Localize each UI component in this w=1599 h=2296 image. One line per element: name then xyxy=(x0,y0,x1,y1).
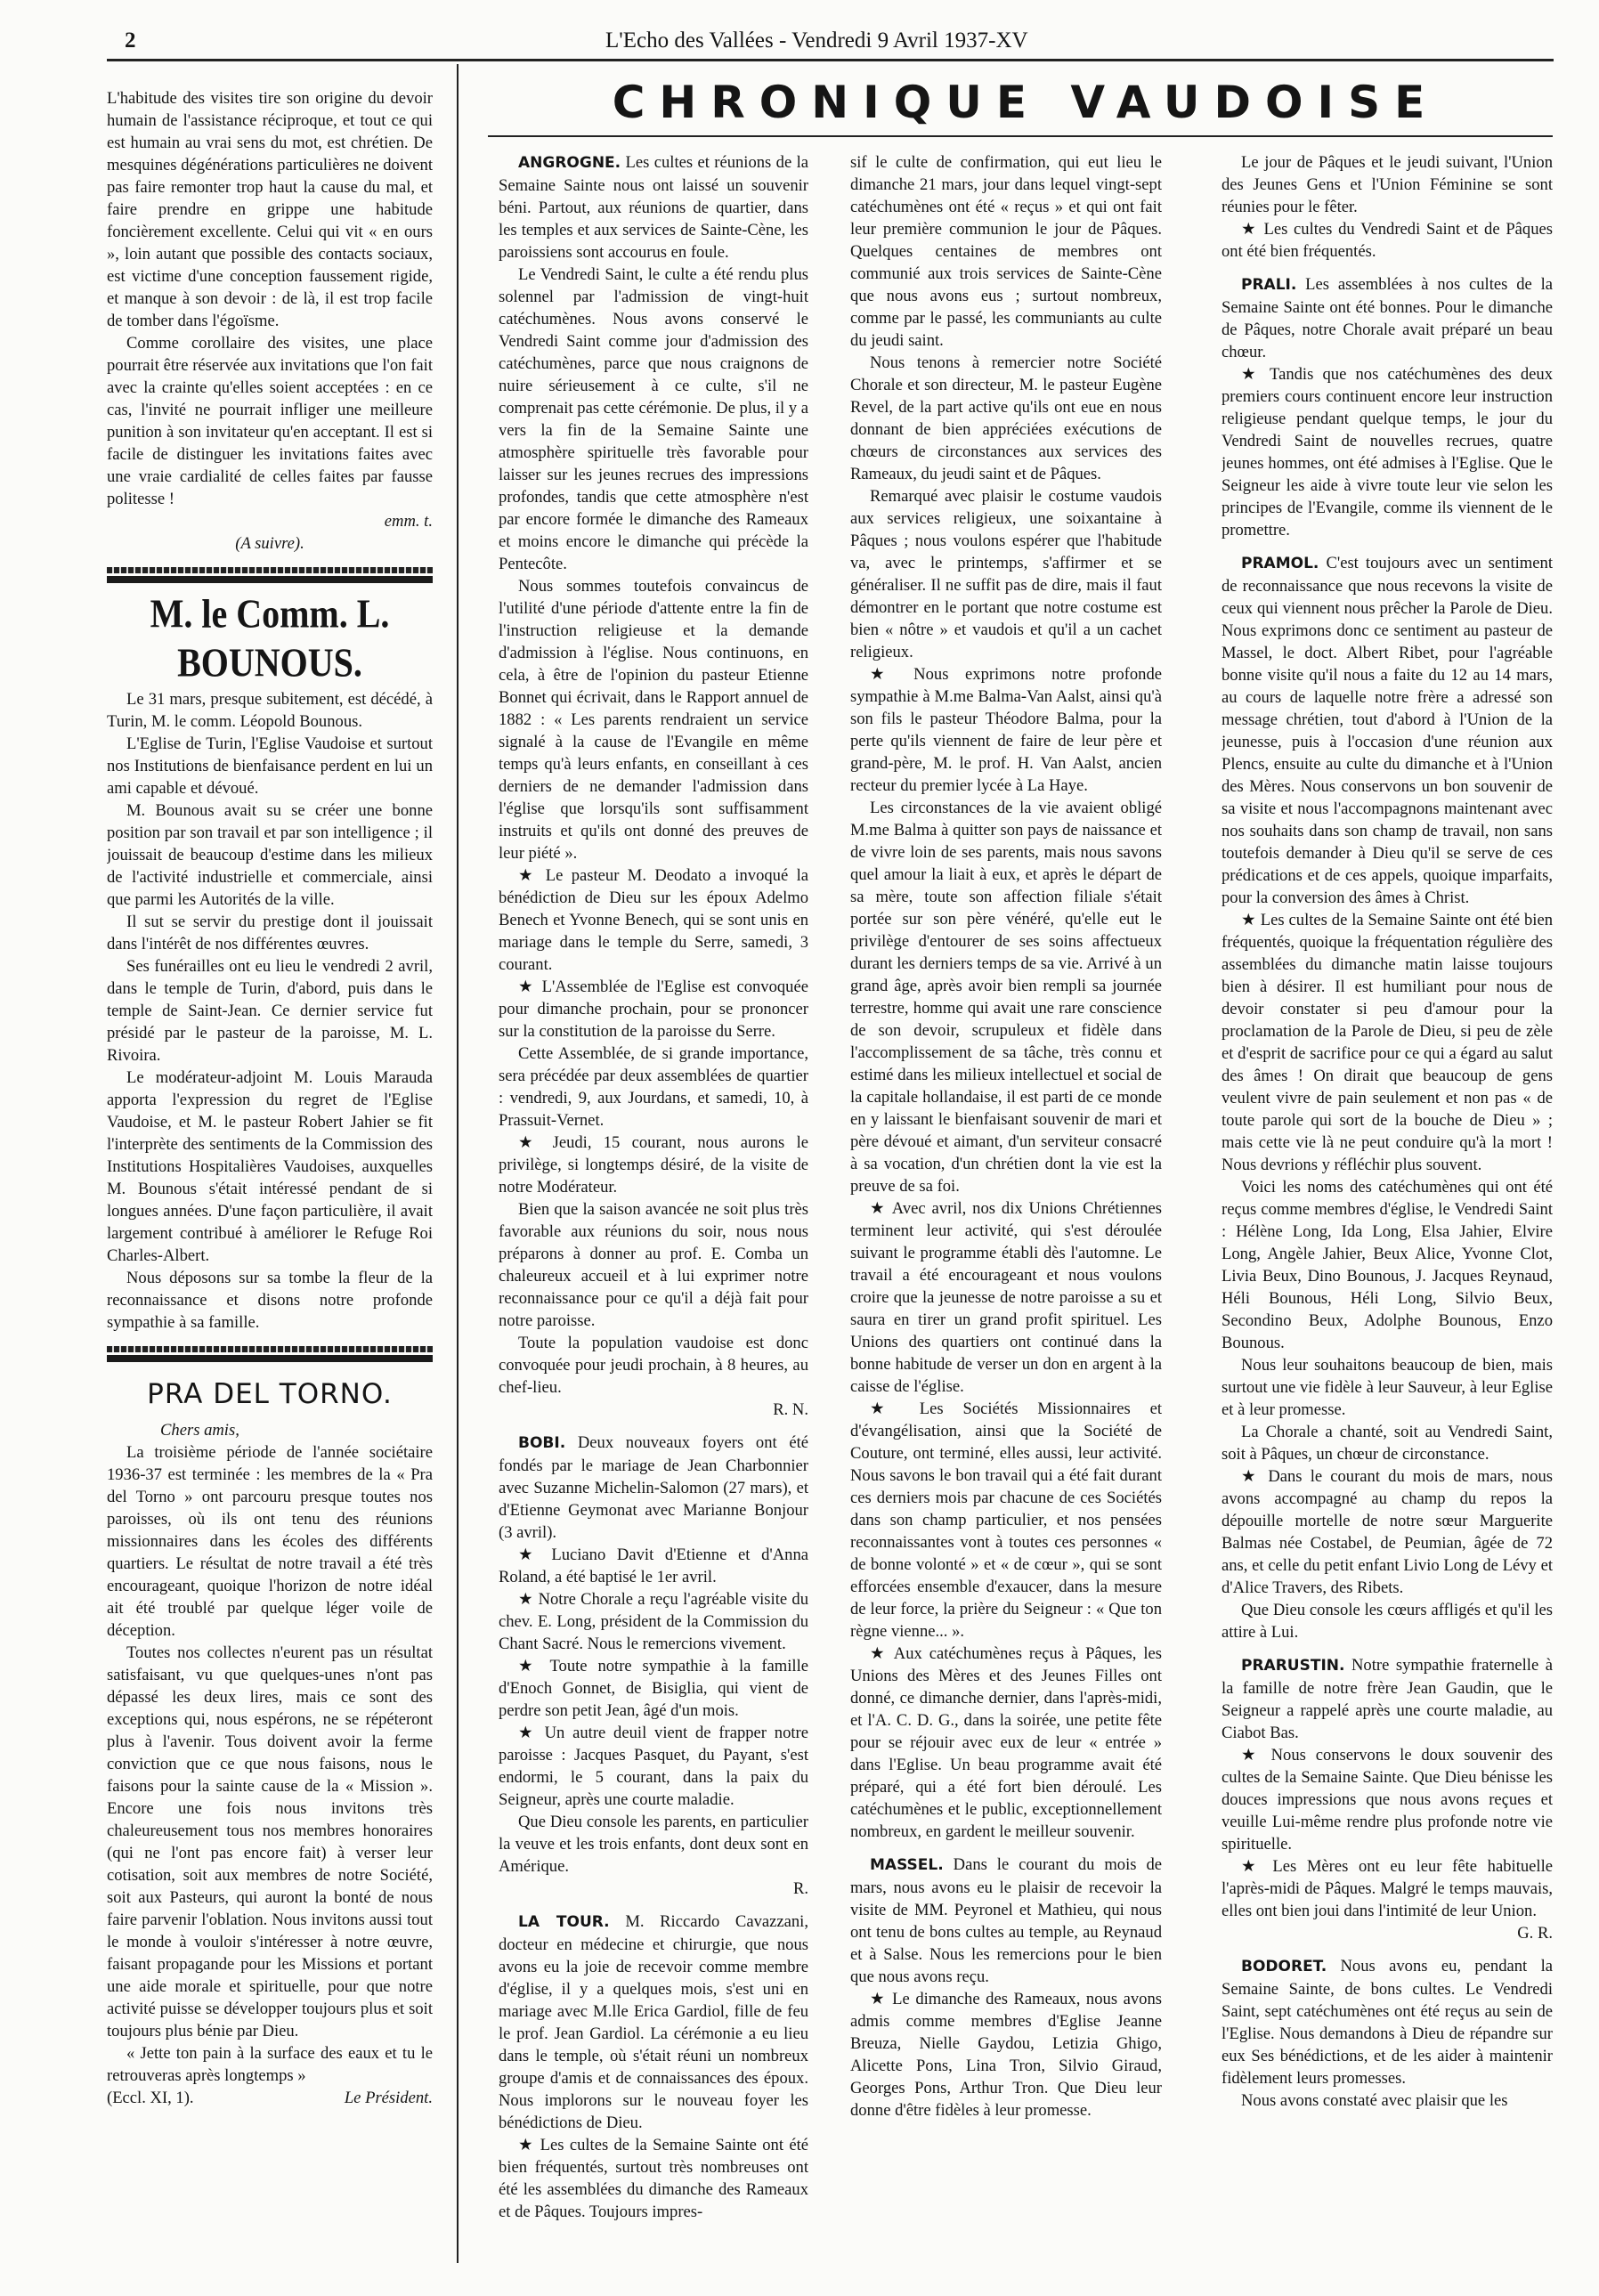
parish-name: PRARUSTIN. xyxy=(1241,1657,1345,1675)
paragraph-text: ★ Le dimanche des Rameaux, nous avons admis comme membres d'Eglise Jeanne Breuza, Nielle Gaydou, Letizia Ghigo, Alicette Pons, Lina Tron, Silvio Giraud, Georges Pons, Arthur Tron. Que Dieu leur donne d'être fidèles à leur promesse. xyxy=(850,1990,1162,2120)
paragraph xyxy=(499,1655,808,1722)
page-header xyxy=(125,28,1549,57)
paragraph xyxy=(499,1811,808,1878)
section-title: CHRONIQUE VAUDOISE xyxy=(612,77,1440,128)
visites-article xyxy=(107,87,433,555)
parish-name: LA TOUR. xyxy=(518,1913,610,1931)
parish-name: BODORET. xyxy=(1241,1958,1327,1976)
paragraph-text: Que Dieu console les cœurs affligés et qu'il les attire à Lui. xyxy=(1222,1601,1553,1642)
spacer xyxy=(1222,263,1553,273)
paragraph-text: ★ Avec avril, nos dix Unions Chrétiennes terminent leur activité, qui s'est déroulée suivant le programme établi dès l'automne. Le travail a été encourageant et nous voulons croire que la jeunesse de notre paroisse a su et saura en tirer un grand profit spirituel. Les Unions des quartiers ont continué dans la bonne habitude de verser un don en argent à la caisse de l'église. xyxy=(850,1199,1162,1396)
paragraph xyxy=(850,151,1162,352)
paragraph xyxy=(499,575,808,864)
page-number: 2 xyxy=(125,28,136,53)
paragraph xyxy=(850,797,1162,1197)
paragraph xyxy=(499,1722,808,1811)
author-initials: G. R. xyxy=(1517,1924,1553,1943)
paragraph-text: Remarqué avec plaisir le costume vaudois aux services religieux, une soixantaine à Pâques ; nous voulons espérer que l'habitude va, avec le printemps, s'affirmer et se généraliser. Il ne suffit pas de dire, mais il faut démontrer en le portant que notre costume est bien « nôtre » et vaudois et qu'il a un cachet religieux. xyxy=(850,487,1162,661)
paragraph xyxy=(1222,1855,1553,1922)
parish-name: ANGROGNE. xyxy=(518,154,621,172)
pra-del-torno-article xyxy=(107,1376,433,2109)
spacer xyxy=(499,1900,808,1911)
paragraph-text: Cette Assemblée, de si grande importance, sera précédée par deux assemblées de quartier : vendredi, 9, aux Jourdans, et samedi, 10, à Prassuit-Vernet. xyxy=(499,1044,808,1130)
paragraph: La troisième période de l'année sociétaire 1936-37 est terminée : les membres de la « Pra del Torno » ont parcouru presque toutes nos paroisses, où ils ont tenu des réunions missionnaires dans les écoles des différents quartiers. Le résultat de notre travail a été très encourageant, quoique l'horizon de notre idéal ait été troublé par quelque léger voile de déception. xyxy=(107,1443,433,1640)
running-title: L'Echo des Vallées - Vendredi 9 Avril 1937-XV xyxy=(605,28,1028,53)
paragraph: M. Bounous avait su se créer une bonne position par son travail et par son intelligence ; il jouissait de beaucoup d'estime dans les milieux de l'activité industrielle et commerciale, ainsi que parmi les Autorités de la ville. xyxy=(107,801,433,909)
paragraph xyxy=(1222,1421,1553,1465)
spacer xyxy=(850,1843,1162,1854)
paragraph xyxy=(499,1198,808,1332)
paragraph-text: Les assemblées à nos cultes de la Semaine Sainte ont été bonnes. Pour le dimanche de Pâques, notre Chorale avait préparé un beau chœur. xyxy=(1222,275,1553,361)
section-rule xyxy=(488,135,1553,137)
paragraph xyxy=(499,1043,808,1132)
author-initials: R. xyxy=(792,1879,808,1898)
paragraph xyxy=(499,1544,808,1588)
parish-news-item xyxy=(499,1432,808,1544)
parish-name: PRALI. xyxy=(1241,276,1297,294)
spacer xyxy=(1222,1643,1553,1654)
paragraph-text: ★ Les cultes de la Semaine Sainte ont été bien fréquentés, quoique la fréquentation régulière des assemblées du dimanche matin laisse toujours bien à désirer. Il est humiliant pour nous de devoir constater si peu d'amour pour la proclamation de la Parole de Dieu, si peu de zèle et d'esprit de sacrifice pour ce qui a égard au salut des âmes ! On dirait que beaucoup de gens veulent vivre de pain seulement et non pas « de toute parole qui sort de la bouche de Dieu » ; mais cette vie là ne peut conduire qu'à la mort ! Nous devrions y réfléchir plus souvent. xyxy=(1222,911,1553,1174)
salutation: Chers amis, xyxy=(160,1421,239,1440)
paragraph-text: Le jour de Pâques et le jeudi suivant, l'Union des Jeunes Gens et l'Union Féminine se sont réunies pour le fêter. xyxy=(1222,153,1553,216)
paragraph xyxy=(499,976,808,1043)
paragraph-text: Les cultes et réunions de la Semaine Sainte nous ont laissé un souvenir béni. Partout, aux réunions de quartier, dans les temples et aux services de Sainte-Cène, les paroissiens sont accourus en foule. xyxy=(499,153,808,262)
chronique-column-3 xyxy=(1222,151,1553,2270)
paragraph-text: ★ Aux catéchumènes reçus à Pâques, les Unions des Mères et des Jeunes Filles ont donné, ce dimanche dernier, dans l'après-midi, et l'A. C. D. G., dans la soirée, une petite fête pour se réjouir avec eux de leur « entrée » dans l'Eglise. Un beau programme avait été préparé, qui a été fort bien déroulé. Les catéchumènes et le public, exceptionnellement nombreux, en gardent le meilleur souvenir. xyxy=(850,1644,1162,1841)
article-signature: emm. t. xyxy=(384,512,433,531)
paragraph xyxy=(1222,1599,1553,1643)
paragraph: L'habitude des visites tire son origine du devoir humain de l'assistance réciproque, et tout ce qui est humain au vrai sens du mot, est chrétien. De mesquines dégénérations particulières ne doivent pas faire remonter trop haut la cause du mal, et faire prendre en grippe une habitude foncièrement excellente. Celui qui vit « en ours », loin autant que possible des contacts sociaux, est victime d'une conception faussement rigide, et manque à son devoir : de là, il est trop facile de tomber dans l'égoïsme. xyxy=(107,89,433,330)
paragraph: Comme corollaire des visites, une place pourrait être réservée aux invitations que l'on fait avec la crainte qu'elles soient acceptées : en ce cas, l'invité ne pourrait infliger une meilleure punition à son invitateur qu'en acceptant. Il est si facile de distinguer les invitations faites avec une vraie cardialité de celles faites par fausse politesse ! xyxy=(107,334,433,508)
paragraph-text: Voici les noms des catéchumènes qui ont été reçus comme membres d'église, le Vendredi Saint : Hélène Long, Ida Long, Elsa Jahier, Elvire Long, Angèle Jahier, Beux Alice, Yvonne Clot, Livia Beux, Dino Bounous, J. Jacques Reynaud, Héli Bounous, Héli Long, Silvio Beux, Secondino Beux, Adolphe Bounous, Enzo Bounous. xyxy=(1222,1178,1553,1352)
paragraph: L'Eglise de Turin, l'Eglise Vaudoise et surtout nos Institutions de bienfaisance perdent en lui un ami capable et dévoué. xyxy=(107,734,433,798)
paragraph xyxy=(1222,218,1553,263)
paragraph xyxy=(850,1398,1162,1643)
paragraph xyxy=(850,1643,1162,1843)
spacer xyxy=(1222,1944,1553,1955)
paragraph-text: ★ Les cultes de la Semaine Sainte ont été bien fréquentés, surtout très nombreuses ont été les assemblées du dimanche des Rameaux et de Pâques. Toujours impres- xyxy=(499,2136,808,2221)
scripture-reference: (Eccl. XI, 1). xyxy=(107,2089,194,2107)
paragraph-text: Notre sympathie fraternelle à la famille de notre frère Jean Gaudin, que le Seigneur a rappelé après une courte maladie, au Ciabot Bas. xyxy=(1222,1656,1553,1742)
left-column xyxy=(107,87,433,2277)
obituary-title: M. le Comm. L. BOUNOUS. xyxy=(150,589,390,686)
paragraph: Nous déposons sur sa tombe la fleur de la reconnaissance et disons notre profonde sympathie à sa famille. xyxy=(107,1269,433,1332)
paragraph-text: La Chorale a chanté, soit au Vendredi Saint, soit à Pâques, un chœur de circonstance. xyxy=(1222,1423,1553,1464)
paragraph xyxy=(1222,2089,1553,2112)
spacer xyxy=(1222,541,1553,552)
article-signature: Le Président. xyxy=(344,2089,433,2107)
paragraph xyxy=(850,1197,1162,1398)
paragraph: Le modérateur-adjoint M. Louis Marauda apporta l'expression du regret de l'Eglise Vaudoise, et M. le pasteur Robert Jahier se fit l'interprète des sentiments de la Commission des Institutions Hospitalières Vaudoises, auxquelles M. Bounous s'était intéressé pendant de si longues années. D'une façon particulière, il avait largement contribué à améliorer le Refuge Roi Charles-Albert. xyxy=(107,1068,433,1265)
paragraph-text: sif le culte de confirmation, qui eut lieu le dimanche 21 mars, jour dans lequel vingt-sept catéchumènes ont été « reçus » et qui ont fait leur première communion le jour de Pâques. Quelques centaines de membres ont communié aux trois services de Sainte-Cène que nous avons eus ; surtout nombreux, comme par le passé, les communiants au culte du jeudi saint. xyxy=(850,153,1162,350)
paragraph-text: Le Vendredi Saint, le culte a été rendu plus solennel par l'admission de vingt-huit catéchumènes. Nous avons conservé le Vendredi Saint comme jour d'admission des catéchumènes, parce que nous craignons de nuire sérieusement à ce culte, s'il ne comprenait pas cette cérémonie. De plus, il y a vers la fin de la Semaine Sainte une atmosphère spirituelle très favorable pour laisser sur les jeunes recrues des impressions profondes, tandis que cette atmosphère n'est par encore formée le dimanche des Rameaux et moins encore le dimanche qui précède la Pentecôte. xyxy=(499,265,808,573)
paragraph-text: ★ Jeudi, 15 courant, nous aurons le privilège, si longtemps désiré, de la visite de notre Modérateur. xyxy=(499,1133,808,1197)
author-initials: R. N. xyxy=(773,1400,808,1419)
spacer xyxy=(499,1421,808,1432)
paragraph-text: ★ Le pasteur M. Deodato a invoqué la bénédiction de Dieu sur les époux Adelmo Benech et Yvonne Benech, qui se sont unis en mariage dans le temple du Serre, samedi, 3 courant. xyxy=(499,866,808,974)
paragraph xyxy=(1222,1744,1553,1855)
paragraph-text: C'est toujours avec un sentiment de reconnaissance que nous recevons la visite de ceux qui viennent nous prêcher la Parole de Dieu. Nous exprimons donc ce sentiment au pasteur de Massel, le doct. Albert Ribet, pour l'agréable bonne visite qu'il nous a faite du 12 au 14 mars, au cours de laquelle notre frère a adressé son message chrétien, tout d'abord à l'Union de la jeunesse, puis à l'occasion d'une réunion aux Plencs, ensuite au culte du dimanche et à l'Union des Mères. Nous conservons un bon souvenir de sa visite et nous l'accompagnons maintenant avec nos souhaits dans son champ de travail, non sans toutefois demander à Dieu qu'il se serve de ces prédications et de ces appels, quoique imparfaits, pour la conversion des âmes à Christ. xyxy=(1222,554,1553,907)
paragraph xyxy=(1222,151,1553,218)
paragraph-text: ★ Nous conservons le doux souvenir des cultes de la Semaine Sainte. Que Dieu bénisse les douces impressions que nous avons reçues et veuille Lui-même rendre plus profonde notre vie spirituelle. xyxy=(1222,1746,1553,1854)
paragraph xyxy=(499,864,808,976)
paragraph-text: ★ Les Sociétés Missionnaires et d'évangélisation, ainsi que la Société de Couture, ont terminé, elles aussi, leur activité. Nous savons le bon travail qui a été fait durant ces derniers mois par chacune de ces Sociétés dans son champ particulier, et nos pensées reconnaissantes vont à toutes ces personnes « de bonne volonté » et « de cœur », qui se sont efforcées ensemble d'exaucer, dans la mesure de leur force, la prière du Seigneur : « Que ton règne vienne... ». xyxy=(850,1400,1162,1641)
paragraph-text: ★ Notre Chorale a reçu l'agréable visite du chev. E. Long, président de la Commission du Chant Sacré. Nous le remercions vivement. xyxy=(499,1590,808,1653)
signature-line xyxy=(107,2087,433,2109)
paragraph-text: Bien que la saison avancée ne soit plus très favorable aux réunions du soir, nous nous préparons à donner au prof. E. Comba un chaleureux accueil et à lui exprimer notre reconnaissance pour ce qu'il a déjà fait pour notre paroisse. xyxy=(499,1200,808,1330)
paragraph xyxy=(1222,363,1553,541)
ornamental-divider xyxy=(107,1346,433,1362)
paragraph-text: Nous avons constaté avec plaisir que les xyxy=(1241,2091,1508,2110)
paragraph-text: ★ Toute notre sympathie à la famille d'Enoch Gonnet, de Bisiglia, qui vient de perdre son petit Jean, âgé d'un mois. xyxy=(499,1657,808,1720)
paragraph xyxy=(499,2134,808,2223)
paragraph: Toutes nos collectes n'eurent pas un résultat satisfaisant, vu que quelques-unes n'ont pas dépassé les deux lires, mais ce sont des exceptions qui, nous espérons, ne se répéteront plus à l'avenir. Tous doivent avoir la ferme conviction que ce que nous faisons, nous le faisons pour la sainte cause de la « Mission ». Encore une fois nous invitons très chaleureusement tous nos membres honoraires (qui ne l'ont pas encore fait) à verser leur cotisation, soit aux membres de notre Société, soit aux Pasteurs, qui auront la bonté de nous faire parvenir l'oblation. Nous invitons aussi tout le monde à vouloir s'intéresser à notre œuvre, faisant propagande pour les Missions et portant une aide morale et spirituelle, pour que notre activité puisse se développer toujours plus et soit toujours plus bénie par Dieu. xyxy=(107,1643,433,2040)
parish-news-item xyxy=(850,1854,1162,1988)
paragraph-text: ★ Luciano Davit d'Etienne et d'Anna Roland, a été baptisé le 1er avril. xyxy=(499,1546,808,1586)
parish-news-item xyxy=(499,151,808,264)
paragraph: Le 31 mars, presque subitement, est décédé, à Turin, M. le comm. Léopold Bounous. xyxy=(107,690,433,731)
paragraph-text: Toute la population vaudoise est donc convoquée pour jeudi prochain, à 8 heures, au chef-lieu. xyxy=(499,1334,808,1397)
paragraph-text: Nous avons eu, pendant la Semaine Sainte, de bons cultes. Le Vendredi Saint, sept catéchumènes ont été reçus au sein de l'Eglise. Nous demandons à Dieu de répandre sur eux Ses bénédictions, et de les aider à maintenir fidèlement leurs promesses. xyxy=(1222,1957,1553,2088)
paragraph: Il sut se servir du prestige dont il jouissait dans l'intérêt de nos différentes œuvres. xyxy=(107,913,433,953)
article-title: PRA DEL TORNO. xyxy=(147,1378,393,1410)
paragraph xyxy=(499,1132,808,1198)
paragraph xyxy=(1222,1465,1553,1599)
paragraph-text: Nous tenons à remercier notre Société Chorale et son directeur, M. le pasteur Eugène Revel, de la part active qu'ils ont eue en nous donnant de bien appréciées exécutions de chœurs de circonstances aux services des Rameaux, du jeudi saint et de Pâques. xyxy=(850,353,1162,483)
paragraph-text: ★ Tandis que nos catéchumènes des deux premiers cours continuent encore leur instruction religieuse pendant quelque temps, le jour du Vendredi Saint de nouvelles recrues, quatre jeunes hommes, ont été admises à l'Eglise. Que le Seigneur les aide à vivre toute leur vie selon les principes de l'Evangile, comme ils viennent de le promettre. xyxy=(1222,365,1553,540)
chronique-column-2 xyxy=(850,151,1162,2270)
parish-name: BOBI. xyxy=(518,1434,566,1452)
paragraph xyxy=(1222,909,1553,1176)
paragraph-text: Que Dieu console les parents, en particulier la veuve et les trois enfants, dont deux sont en Amérique. xyxy=(499,1813,808,1876)
paragraph xyxy=(499,1588,808,1655)
paragraph-text: Deux nouveaux foyers ont été fondés par le mariage de Jean Charbonnier avec Suzanne Michelin-Salomon (27 mars), et d'Etienne Geymonat avec Marianne Bonjour (3 avril). xyxy=(499,1433,808,1542)
paragraph xyxy=(499,264,808,575)
to-be-continued: (A suivre). xyxy=(235,534,304,553)
paragraph-text: ★ Les cultes du Vendredi Saint et de Pâques ont été bien fréquentés. xyxy=(1222,220,1553,261)
paragraph xyxy=(850,352,1162,485)
paragraph-text: Nous sommes toutefois convaincus de l'utilité d'une période d'attente entre la fin de l'instruction religieuse et la demande d'admission à l'église. Nous continuons, en cela, à être de l'opinion du pasteur Etienne Bonnet qui écrivait, dans le Rapport annuel de 1882 : « Les parents rendraient un service signalé à la cause de l'Evangile en même temps qu'à leurs enfants, en conseillant à ces derniers de ne demander l'admission dans l'église que lorsqu'ils sont suffisamment instruits et qu'ils ont donné des preuves de leur piété ». xyxy=(499,577,808,863)
paragraph-text: ★ Les Mères ont eu leur fête habituelle l'après-midi de Pâques. Malgré le temps mauvais, elles ont bien joui dans l'intimité de leur Union. xyxy=(1222,1857,1553,1920)
header-rule xyxy=(107,59,1554,61)
parish-news-item xyxy=(1222,1654,1553,1744)
obituary-article xyxy=(107,589,433,1334)
parish-name: PRAMOL. xyxy=(1241,555,1319,572)
parish-name: MASSEL. xyxy=(870,1856,944,1874)
paragraph-text: ★ Dans le courant du mois de mars, nous avons accompagné au champ du repos la dépouille mortelle de notre sœur Marguerite Balmas née Costabel, de Peumian, âgée de 72 ans, et celle du petit enfant Livio Long de Lévy et d'Alice Travers, des Ribets. xyxy=(1222,1467,1553,1597)
ornamental-divider xyxy=(107,567,433,583)
paragraph: Ses funérailles ont eu lieu le vendredi 2 avril, dans le temple de Turin, d'abord, puis dans le temple de Saint-Jean. Ce dernier service fut présidé par le pasteur de la paroisse, M. L. Rivoira. xyxy=(107,957,433,1065)
parish-news-item xyxy=(1222,1955,1553,2089)
parish-news-item xyxy=(1222,273,1553,363)
paragraph-text: Les circonstances de la vie avaient obligé M.me Balma à quitter son pays de naissance et de vivre loin de ses parents, mais nous savons quel amour la liait à eux, et après le départ de sa mère, toute son affection filiale s'était portée sur son père vénéré, qu'elle eut le privilège d'entourer de ses soins affectueux durant les derniers temps de sa vie. Arrivé à un grand âge, après avoir bien rempli sa journée terrestre, homme qui avait une rare conscience de son devoir, scrupuleux et fidèle dans l'accomplissement de sa tâche, très connu et estimé dans les milieux intellectuel et social de la capitale hollandaise, il est parti de ce monde en y laissant le bienfaisant souvenir de mari et père dévoué et aimant, d'un serviteur consacré à sa vocation, d'un chrétien dont la vie est la preuve de sa foi. xyxy=(850,799,1162,1196)
paragraph-text: ★ Nous exprimons notre profonde sympathie à M.me Balma-Van Aalst, ainsi qu'à son fils le pasteur Théodore Balma, pour la perte qu'ils viennent de faire de leur père et grand-père, M. le prof. H. Van Aalst, ancien recteur du premier lycée à La Haye. xyxy=(850,665,1162,795)
paragraph-text: M. Riccardo Cavazzani, docteur en médecine et chirurgie, que nous avons eu la joie de recevoir comme membre d'église, il y a quelques mois, s'est uni en mariage avec M.lle Erica Gardiol, fille de feu le prof. Jean Gardiol. La cérémonie a eu lieu dans le temple, où s'était réuni un nombreux groupe d'amis et de connaissances des époux. Nous implorons sur le nouveau foyer les bénédictions de Dieu. xyxy=(499,1912,808,2132)
chronique-column-1 xyxy=(499,151,808,2270)
parish-news-item xyxy=(1222,552,1553,909)
parish-news-item xyxy=(499,1911,808,2134)
paragraph-text: Nous leur souhaitons beaucoup de bien, mais surtout une vie fidèle à leur Sauveur, à leur Eglise et à leur promesse. xyxy=(1222,1356,1553,1419)
paragraph xyxy=(499,1332,808,1399)
paragraph xyxy=(850,663,1162,797)
paragraph: « Jette ton pain à la surface des eaux et tu le retrouveras après longtemps » xyxy=(107,2044,433,2085)
paragraph xyxy=(850,1988,1162,2122)
paragraph xyxy=(1222,1176,1553,1354)
paragraph-text: Dans le courant du mois de mars, nous avons eu le plaisir de recevoir la visite de MM. Peyronel et Mathieu, qui nous ont tenu de bons cultes au temple, au Reynaud et à Salse. Nous les remercions pour le bien que nous avons reçu. xyxy=(850,1855,1162,1986)
paragraph xyxy=(850,485,1162,663)
paragraph xyxy=(1222,1354,1553,1421)
paragraph-text: ★ L'Assemblée de l'Eglise est convoquée pour dimanche prochain, pour se prononcer sur la constitution de la paroisse du Serre. xyxy=(499,978,808,1041)
column-divider xyxy=(457,64,459,2263)
paragraph-text: ★ Un autre deuil vient de frapper notre paroisse : Jacques Pasquet, du Payant, s'est endormi, le 5 courant, dans la paix du Seigneur, après une courte maladie. xyxy=(499,1724,808,1809)
